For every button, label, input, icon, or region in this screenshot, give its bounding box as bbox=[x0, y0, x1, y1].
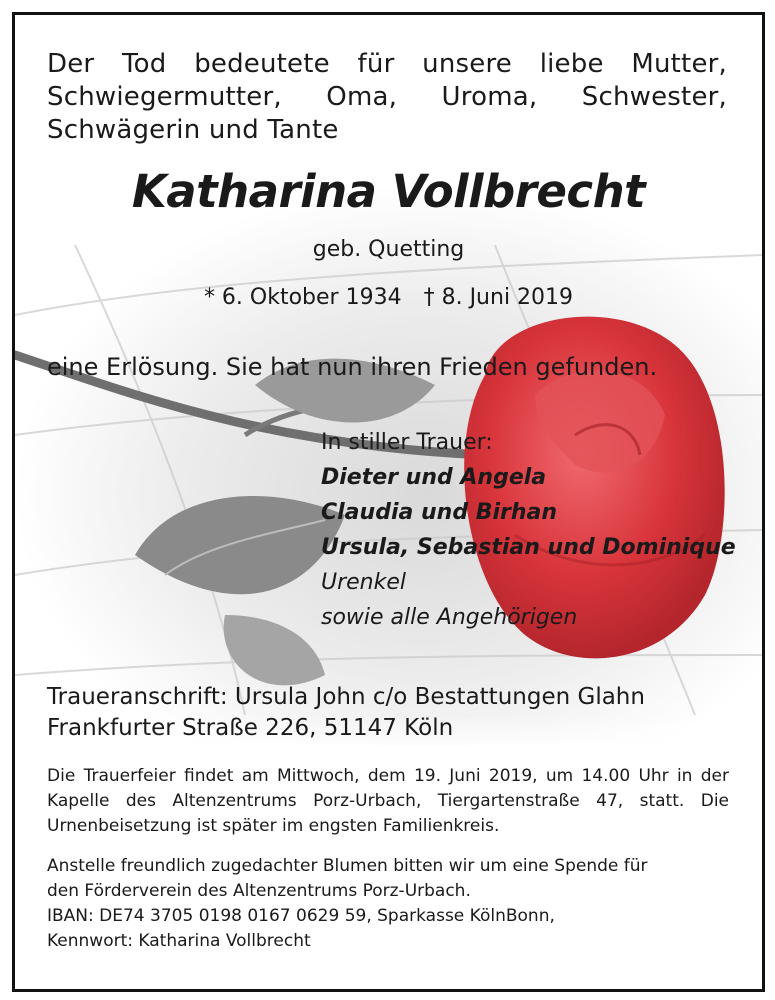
donation-line: Anstelle freundlich zugedachter Blumen bitten wir um eine Spende für bbox=[47, 856, 648, 876]
obituary-card bbox=[12, 12, 765, 992]
ceremony-info: Die Trauerfeier findet am Mittwoch, dem 19. Juni 2019, um 14.00 Uhr in der Kapelle des Altenzentrums Porz-Urbach, Tiergartenstraße 47, statt. Die Urnenbeisetzung ist später im engsten Familienkreis. bbox=[47, 766, 729, 836]
address-line: Frankfurter Straße 226, 51147 Köln bbox=[47, 715, 454, 741]
intro-text: Der Tod bedeutete für unsere liebe Mutter, Schwiegermutter, Oma, Uroma, Schwester, Schwägerin und Tante bbox=[47, 49, 727, 145]
donation-keyword: Kennwort: Katharina Vollbrecht bbox=[47, 931, 311, 951]
death-date: † 8. Juni 2019 bbox=[423, 285, 574, 310]
donation-info bbox=[47, 854, 729, 954]
life-dates bbox=[15, 285, 762, 310]
birth-date: * 6. Oktober 1934 bbox=[203, 285, 402, 310]
relief-text: eine Erlösung. Sie hat nun ihren Frieden gefunden. bbox=[47, 353, 658, 381]
mourner-family: Ursula, Sebastian und Dominique bbox=[321, 535, 736, 560]
donation-iban: IBAN: DE74 3705 0198 0167 0629 59, Sparkasse KölnBonn, bbox=[47, 906, 555, 926]
mourner-family: Dieter und Angela bbox=[321, 465, 547, 490]
mourners-block bbox=[321, 425, 751, 635]
donation-line: den Förderverein des Altenzentrums Porz-Urbach. bbox=[47, 881, 471, 901]
mourning-address bbox=[47, 682, 747, 744]
mourner-family: Claudia und Birhan bbox=[321, 500, 558, 525]
mourners-label: In stiller Trauer: bbox=[321, 430, 493, 455]
maiden-name: geb. Quetting bbox=[312, 237, 465, 262]
mourner-extra: Urenkel bbox=[321, 570, 407, 595]
mourner-extra: sowie alle Angehörigen bbox=[321, 605, 578, 630]
deceased-name: Katharina Vollbrecht bbox=[131, 165, 646, 218]
address-line: Traueranschrift: Ursula John c/o Bestattungen Glahn bbox=[47, 684, 645, 710]
